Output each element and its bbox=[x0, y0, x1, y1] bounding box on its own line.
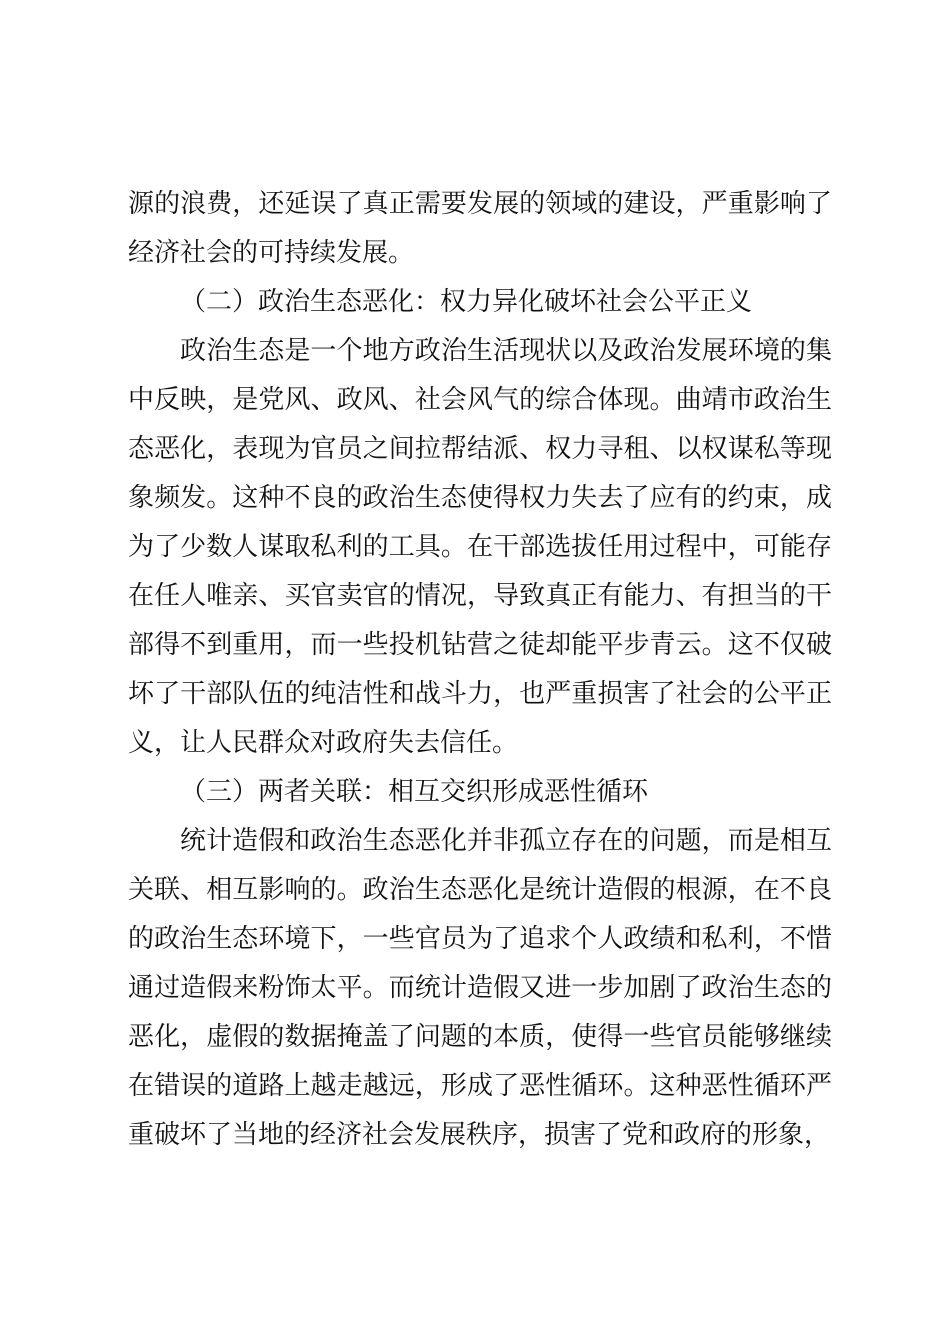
paragraph-political-ecology: 政治生态是一个地方政治生活现状以及政治发展环境的集中反映，是党风、政风、社会风气的综合体现。曲靖市政治生态恶化，表现为官员之间拉帮结派、权力寻租、以权谋私等现象频发。这种不良的政治生态使得权力失去了应有的约束，成为了少数人谋取私利的工具。在干部选拔任用过程中，可能存在任人唯亲、买官卖官的情况，导致真正有能力、有担当的干部得不到重用，而一些投机钻营之徒却能平步青云。这不仅破坏了干部队伍的纯洁性和战斗力，也严重损害了社会的公平正义，让人民群众对政府失去信任。 bbox=[128, 336, 832, 758]
paragraph-vicious-cycle: 统计造假和政治生态恶化并非孤立存在的问题，而是相互关联、相互影响的。政治生态恶化是统计造假的根源，在不良的政治生态环境下，一些官员为了追求个人政绩和私利，不惜通过造假来粉饰太平。而统计造假又进一步加剧了政治生态的恶化，虚假的数据掩盖了问题的本质，使得一些官员能够继续在错误的道路上越走越远，形成了恶性循环。这种恶性循环严重破坏了当地的经济社会发展秩序，损害了党和政府的形象， bbox=[128, 826, 832, 1150]
section-heading-3: （三）两者关联：相互交织形成恶性循环 bbox=[180, 777, 649, 807]
document-body bbox=[128, 180, 832, 1160]
section-heading-2: （二）政治生态恶化：权力异化破坏社会公平正义 bbox=[180, 287, 753, 317]
paragraph-continuation: 源的浪费，还延误了真正需要发展的领域的建设，严重影响了经济社会的可持续发展。 bbox=[128, 189, 832, 268]
